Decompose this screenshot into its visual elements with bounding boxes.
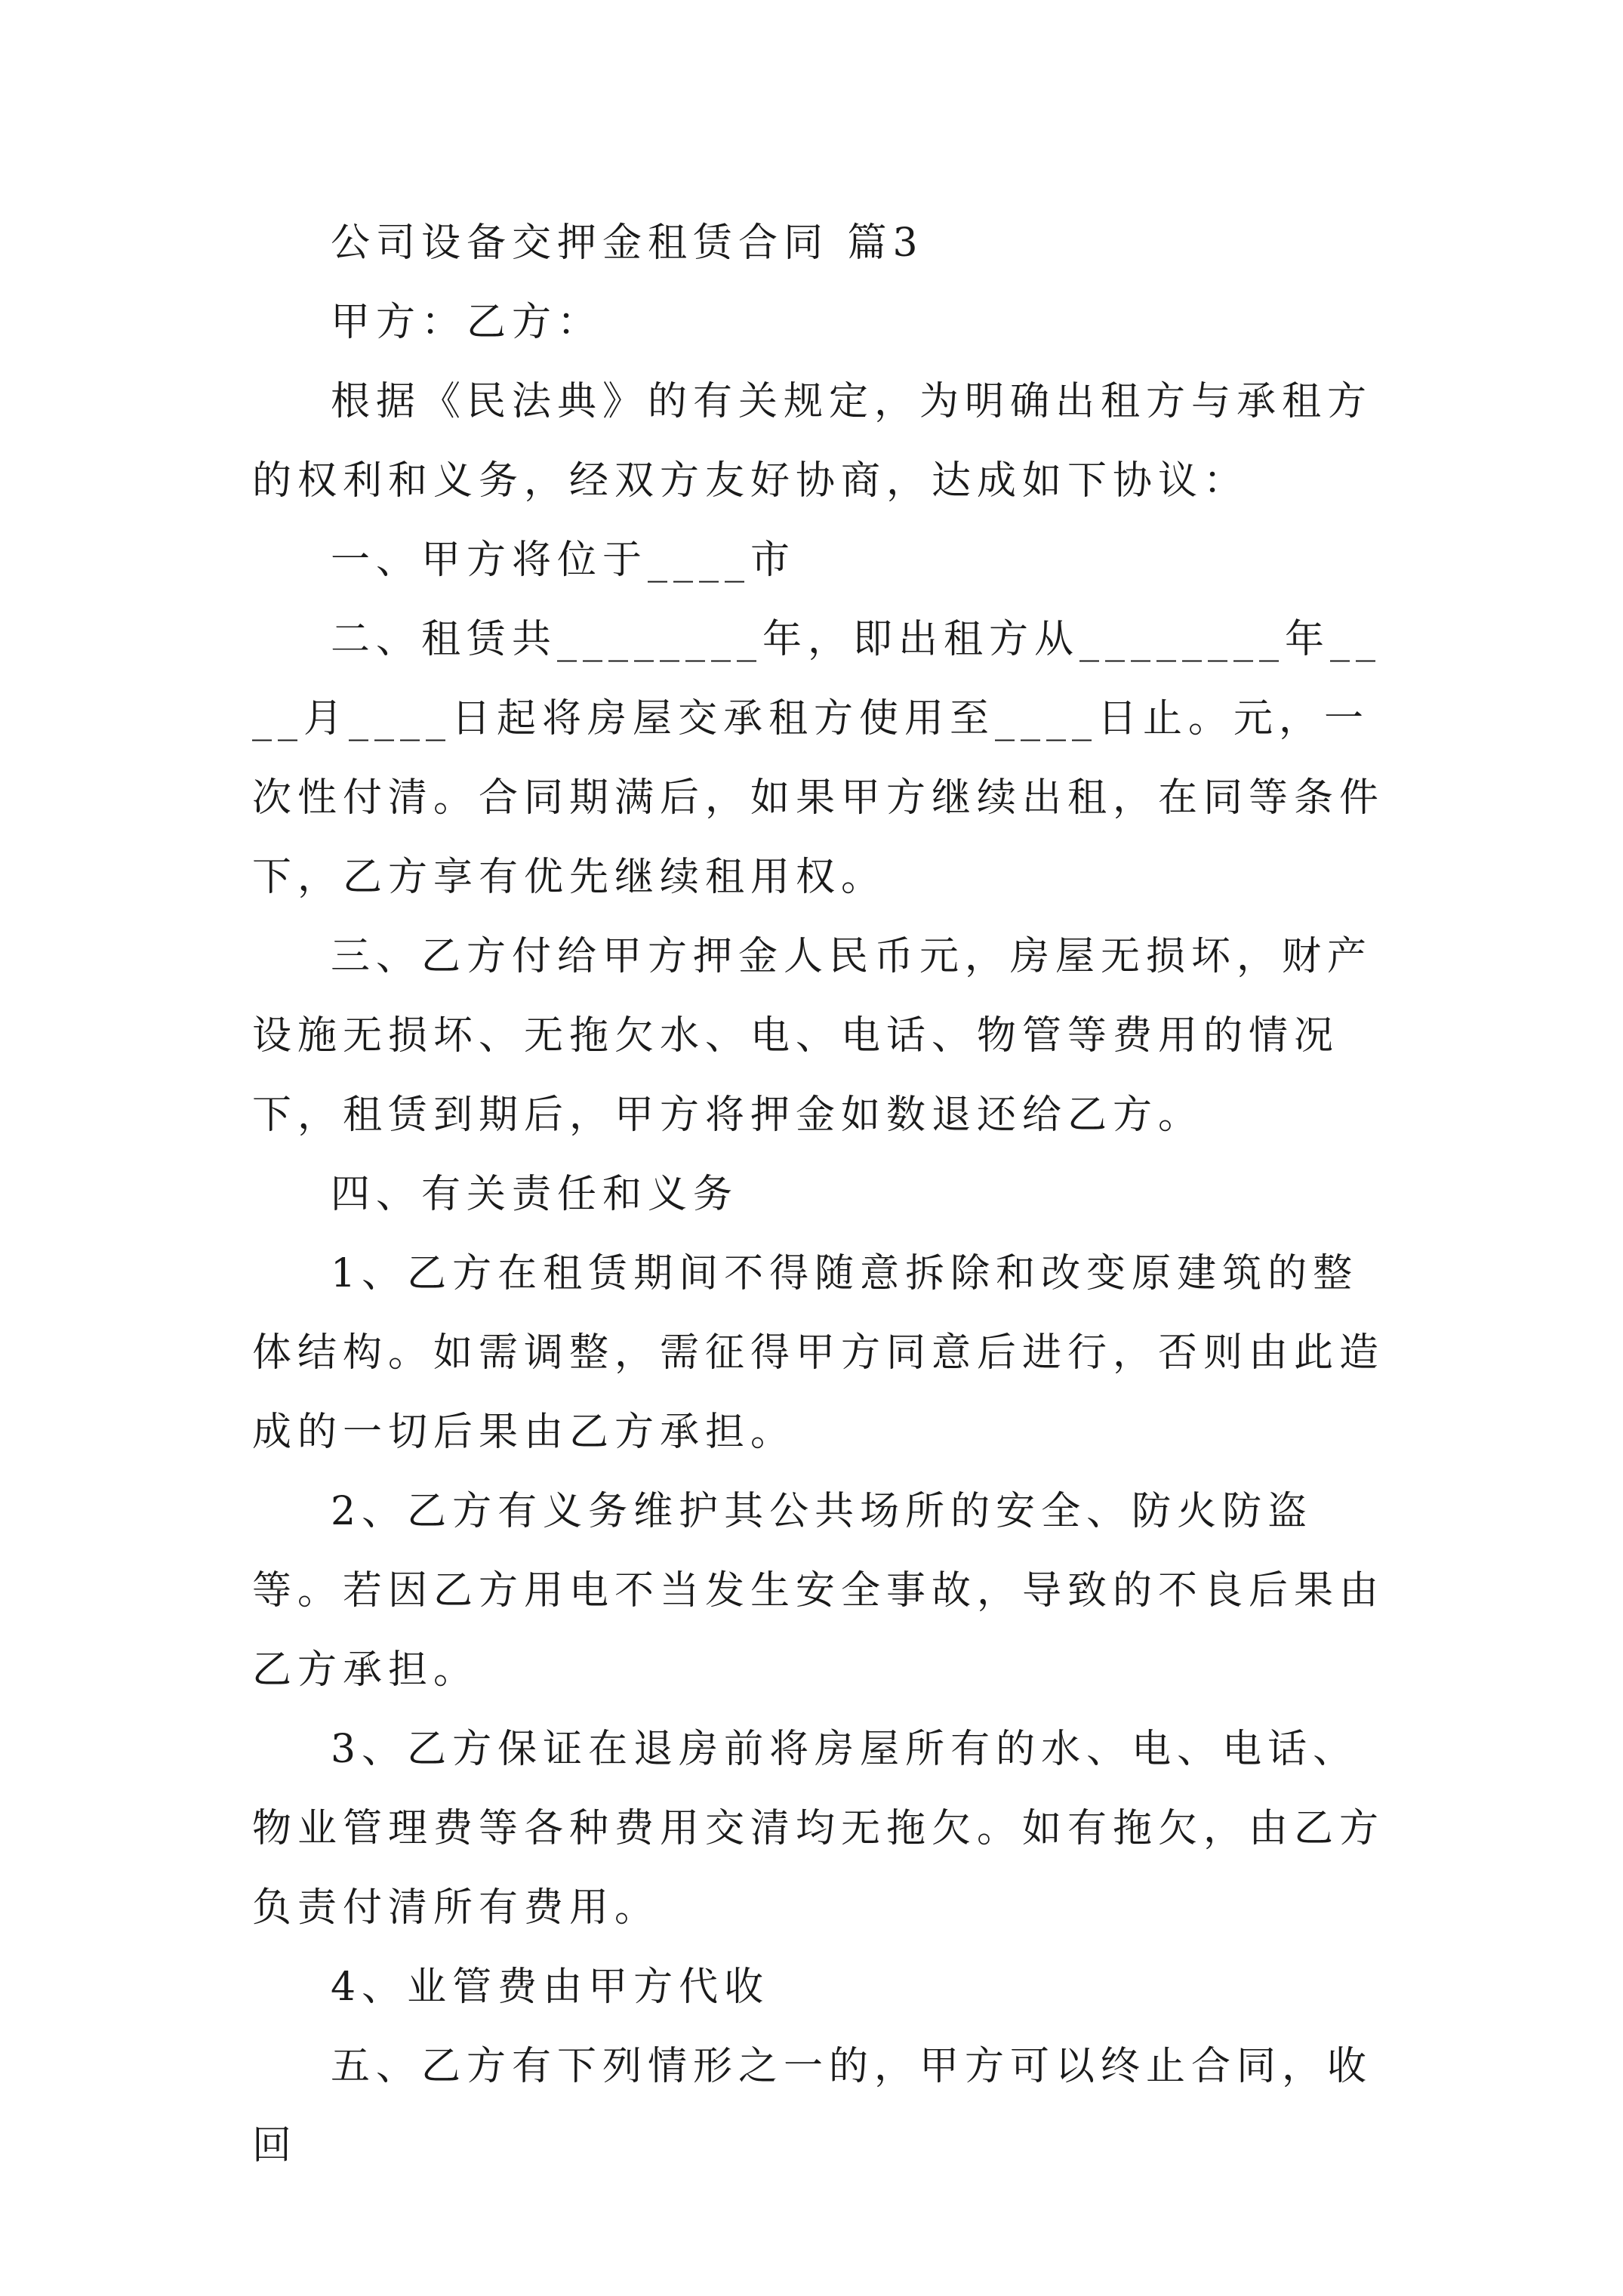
paragraph-clause-3: 三、乙方付给甲方押金人民币元，房屋无损坏，财产设施无损坏、无拖欠水、电、电话、物管等费用的情况下，租赁到期后，甲方将押金如数退还给乙方。 (252, 934, 1373, 1138)
paragraph-item-3: 3、乙方保证在退房前将房屋所有的水、电、电话、物业管理费等各种费用交清均无拖欠。如有拖欠，由乙方负责付清所有费用。 (252, 1727, 1385, 1931)
paragraph-clause-2: 二、租赁共________年，即出租方从________年____月____日起将房屋交承租方使用至____日止。元，一次性付清。合同期满后，如果甲方继续出租，在同等条件下，乙方享有优先继续租用权。 (252, 617, 1385, 900)
paragraph-clause-5: 五、乙方有下列情形之一的，甲方可以终止合同，收回 (252, 2044, 1373, 2168)
document-page (252, 204, 1384, 2186)
paragraph-clause-4-heading: 四、有关责任和义务 (331, 1172, 739, 1217)
paragraph-parties: 甲方：乙方： (331, 300, 603, 345)
paragraph-item-1: 1、乙方在租赁期间不得随意拆除和改变原建筑的整体结构。如需调整，需征得甲方同意后进行，否则由此造成的一切后果由乙方承担。 (252, 1251, 1385, 1455)
paragraph-clause-1: 一、甲方将位于____市 (331, 538, 796, 583)
paragraph-preamble: 根据《民法典》的有关规定，为明确出租方与承租方的权利和义务，经双方友好协商，达成如下协议： (252, 379, 1373, 504)
paragraph-item-2: 2、乙方有义务维护其公共场所的安全、防火防盗等。若因乙方用电不当发生安全事故，导致的不良后果由乙方承担。 (252, 1489, 1385, 1693)
paragraph-item-4: 4、业管费由甲方代收 (331, 1965, 770, 2010)
document-title: 公司设备交押金租赁合同 篇3 (331, 220, 924, 266)
